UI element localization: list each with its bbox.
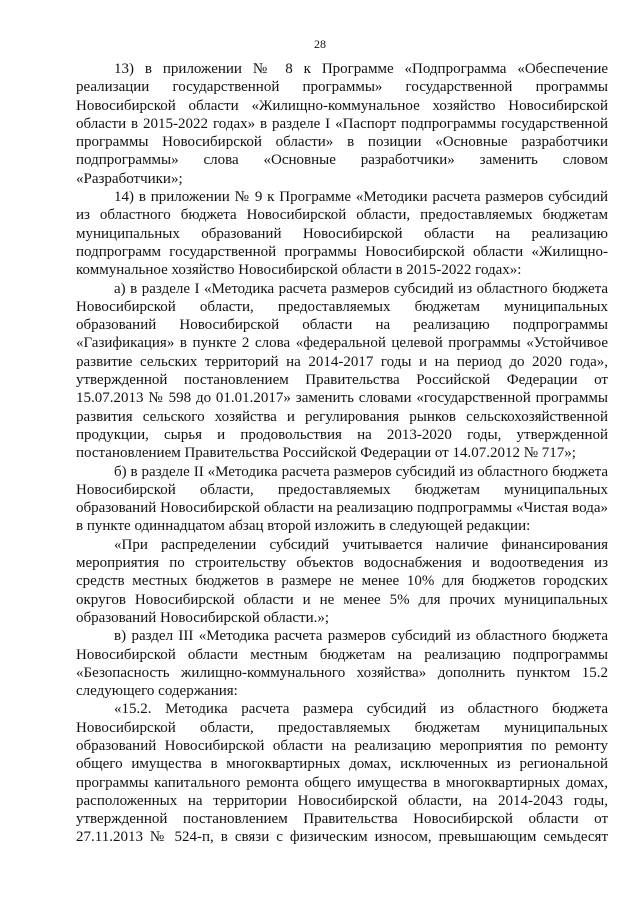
paragraph-item-13: 13) в приложении № 8 к Программе «Подпрограмма «Обеспечение реализации государственной программы» государственной программы Новосибирской области «Жилищно-коммунальное хозяйство Новосибирской области в 2015-2022 годах» в разделе I «Паспорт подпрограммы государственной программы Новосибирской области» в позиции «Основные разработчики подпрограммы» слова «Основные разработчики» заменить словом «Разработчики»; bbox=[76, 61, 608, 187]
page-number: 28 bbox=[314, 37, 326, 51]
paragraph-subitem-b: б) в разделе II «Методика расчета размеров субсидий из областного бюджета Новосибирской области, предоставляемых бюджетам муниципальных образований Новосибирской области на реализацию подпрограммы «Чистая вода» в пункте одиннадцатом абзац второй изложить в следующей редакции: bbox=[76, 463, 608, 535]
document-body bbox=[76, 60, 608, 847]
paragraph-subitem-v: в) раздел III «Методика расчета размеров субсидий из областного бюджета Новосибирской области местным бюджетам на реализацию подпрограммы «Безопасность жилищно-коммунального хозяйства» дополнить пунктом 15.2 следующего содержания: bbox=[76, 628, 608, 700]
paragraph-quoted-text: «При распределении субсидий учитывается наличие финансирования мероприятия по строительству объектов водоснабжения и водоотведения из средств местных бюджетов в размере не менее 10% для бюджетов городских округов Новосибирской области и не менее 5% для прочих муниципальных образований Новосибирской области.»; bbox=[76, 536, 608, 626]
paragraph-item-14: 14) в приложении № 9 к Программе «Методики расчета размеров субсидий из областного бюджета Новосибирской области, предоставляемых бюджетам муниципальных образований Новосибирской области на реализацию подпрограмм государственной программы Новосибирской области «Жилищно-коммунальное хозяйство Новосибирской области в 2015-2022 годах»: bbox=[76, 189, 608, 279]
paragraph-subitem-a: а) в разделе I «Методика расчета размеров субсидий из областного бюджета Новосибирской области, предоставляемых бюджетам муниципальных образований Новосибирской области на реализацию подпрограммы «Газификация» в пункте 2 слова «федеральной целевой программы «Устойчивое развитие сельских территорий на 2014-2017 годы и на период до 2020 года», утвержденной постановлением Правительства Российской Федерации от 15.07.2013 № 598 до 01.01.2017» заменить словами «государственной программы развития сельского хозяйства и регулирования рынков сельскохозяйственной продукции, сырья и продовольствия на 2013-2020 годы, утвержденной постановлением Правительства Российской Федерации от 14.07.2012 № 717»; bbox=[76, 280, 608, 462]
paragraph-point-15-2: «15.2. Методика расчета размера субсидий из областного бюджета Новосибирской области, предоставляемых бюджетам муниципальных образований Новосибирской области на реализацию мероприятия по ремонту общего имущества в многоквартирных домах, исключенных из региональной программы капитального ремонта общего имущества в многоквартирных домах, расположенных на территории Новосибирской области, на 2014-2043 годы, утвержденной постановлением Правительства Новосибирской области от 27.11.2013 № 524-п, в связи с физическим износом, превышающим семьдесят bbox=[76, 701, 608, 846]
